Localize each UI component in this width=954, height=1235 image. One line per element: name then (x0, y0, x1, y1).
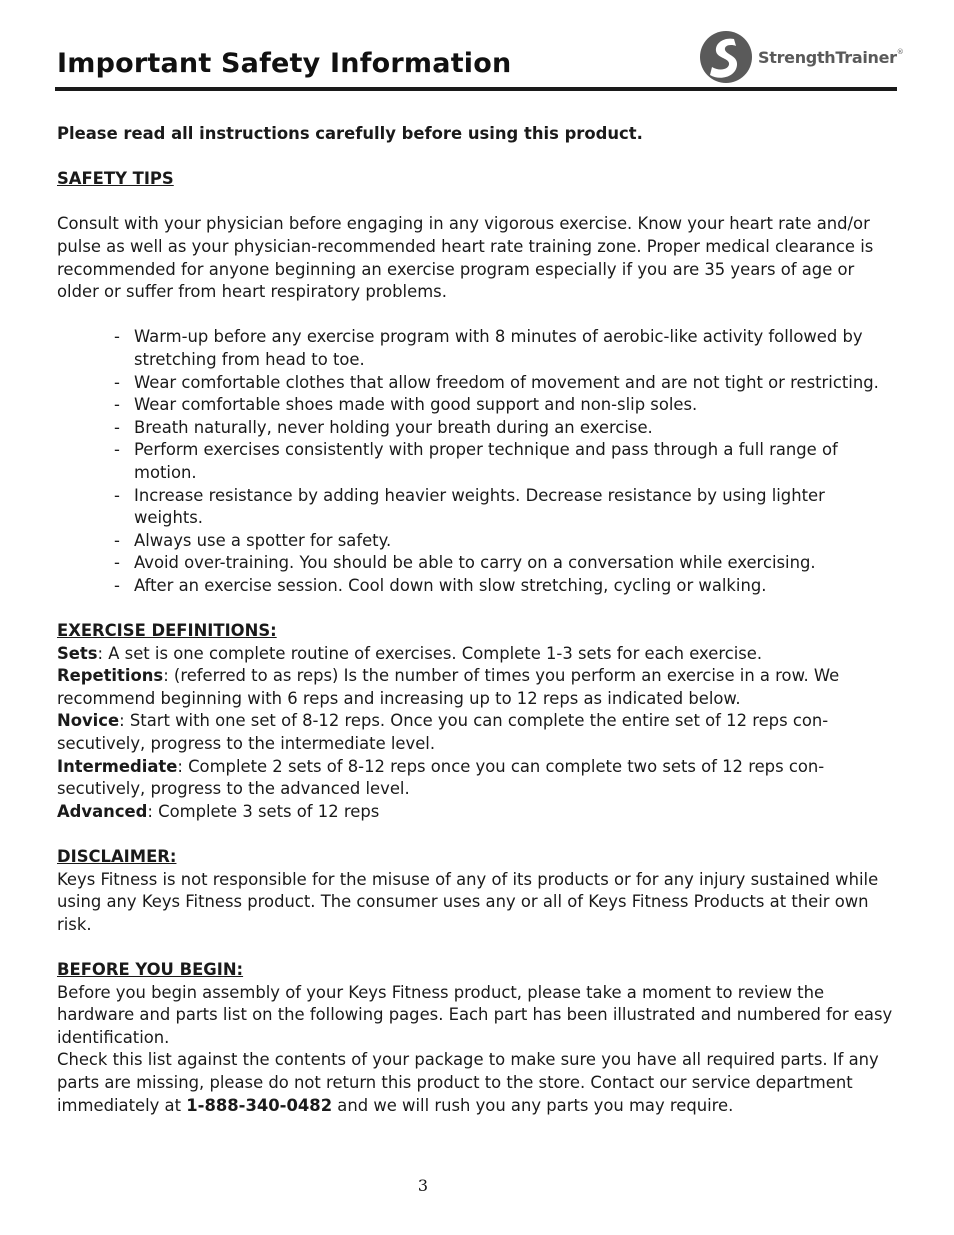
page-number: 3 (417, 1176, 429, 1195)
list-item: - Wear comfortable shoes made with good support and non-slip soles. (114, 395, 698, 415)
disclaimer-text: Keys Fitness is not responsible for the misuse of any of its products or for any injury sustained while using any Keys Fitness product. The consumer uses any or all of Keys Fitness Products at their own risk. (57, 869, 879, 934)
safety-tips-list (57, 326, 897, 597)
main-content (57, 123, 897, 1117)
list-item: - Always use a spotter for safety. (114, 530, 392, 550)
parts-check-text: Check this list against the contents of your package to make sure you have all required parts. If any parts are missing, please do not return this product to the store. Contact our service department immediately at 1-888-340-0482 and we will rush you any parts you may require. (57, 1050, 879, 1115)
disclaimer-section (57, 846, 897, 936)
definition-sets: Sets: A set is one complete routine of exercises. Complete 1-3 sets for each exercise. (57, 643, 763, 663)
definition-novice: Novice: Start with one set of 8-12 reps. Once you can complete the entire set of 12 reps con-secutively, progress to the intermediate level. (57, 711, 829, 754)
exercise-definitions-section (57, 620, 897, 823)
definition-intermediate: Intermediate: Complete 2 sets of 8-12 reps once you can complete two sets of 12 reps con-secutively, progress to the advanced level. (57, 756, 825, 799)
brand-logo (698, 28, 903, 86)
logo-wordmark: StrengthTrainer® (758, 47, 904, 67)
list-item: - After an exercise session. Cool down with slow stretching, cycling or walking. (114, 575, 767, 595)
definition-advanced: Advanced: Complete 3 sets of 12 reps (57, 801, 380, 821)
list-item: - Increase resistance by adding heavier weights. Decrease resistance by using lighter weights. (114, 485, 825, 528)
disclaimer-heading: DISCLAIMER: (57, 847, 177, 866)
safety-tips-paragraph: Consult with your physician before engaging in any vigorous exercise. Know your heart rate and/or pulse as well as your physician-recommended heart rate training zone. Proper medical clearance is recommended for anyone beginning an exercise program especially if you are 35 years of age or older or suffer from heart respiratory problems. (57, 214, 874, 302)
header-divider (55, 87, 897, 91)
before-you-begin-section (57, 959, 897, 1117)
service-phone-number: 1-888-340-0482 (186, 1095, 333, 1115)
before-you-begin-text: Before you begin assembly of your Keys Fitness product, please take a moment to review the hardware and parts list on the following pages. Each part has been illustrated and numbered for easy identification. (57, 982, 893, 1047)
exercise-definitions-heading: EXERCISE DEFINITIONS: (57, 621, 277, 641)
safety-tips-heading: SAFETY TIPS (57, 169, 174, 189)
list-item: - Avoid over-training. You should be able to carry on a conversation while exercising. (114, 553, 816, 573)
list-item: - Breath naturally, never holding your breath during an exercise. (114, 417, 653, 437)
list-item: - Perform exercises consistently with proper technique and pass through a full range of motion. (114, 440, 838, 482)
list-item: - Wear comfortable clothes that allow freedom of movement and are not tight or restricting. (114, 372, 879, 392)
strengthtrainer-logo-icon (698, 29, 754, 85)
definition-repetitions: Repetitions: (referred to as reps) Is the number of times you perform an exercise in a row. We recommend beginning with 6 reps and increasing up to 12 reps as indicated below. (57, 666, 840, 708)
page-title: Important Safety Information (57, 48, 512, 79)
list-item: - Warm-up before any exercise program with 8 minutes of aerobic-like activity followed by stretching from head to toe. (114, 327, 863, 369)
before-you-begin-heading: BEFORE YOU BEGIN: (57, 959, 244, 979)
intro-text: Please read all instructions carefully before using this product. (57, 124, 643, 143)
